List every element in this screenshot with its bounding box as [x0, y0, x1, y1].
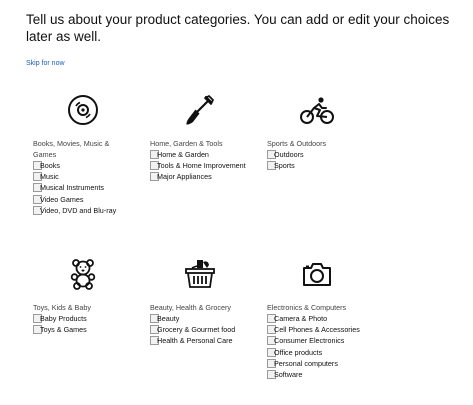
category-title: Home, Garden & Tools: [150, 139, 223, 148]
grocery-basket-icon: [183, 258, 217, 290]
option-label: Major Appliances: [157, 172, 212, 182]
option-label: Tools & Home Improvement: [157, 161, 246, 171]
teddy-bear-icon: [67, 258, 99, 290]
option-label: Home & Garden: [157, 150, 209, 160]
checkbox-beauty[interactable]: [150, 313, 235, 324]
checkbox-office-products[interactable]: [267, 347, 360, 358]
category-title: Sports & Outdoors: [267, 139, 327, 148]
camera-icon: [301, 260, 333, 288]
checkbox-books[interactable]: [33, 160, 116, 171]
checkbox-toys-games[interactable]: [33, 324, 87, 335]
checkbox-grocery-gourmet-food[interactable]: [150, 324, 235, 335]
checkbox-video-games[interactable]: [33, 194, 116, 205]
option-label: Software: [274, 370, 303, 380]
checkbox-personal-computers[interactable]: [267, 358, 360, 369]
checkbox-outdoors[interactable]: [267, 149, 304, 160]
checkbox-musical-instruments[interactable]: [33, 182, 116, 193]
checkbox-baby-products[interactable]: [33, 313, 87, 324]
checkbox-home-garden[interactable]: [150, 149, 246, 160]
option-label: Toys & Games: [40, 325, 87, 335]
option-label: Video, DVD and Blu-ray: [40, 205, 117, 215]
checkbox-video-dvd-bluray[interactable]: [33, 205, 116, 216]
skip-for-now-link[interactable]: Skip for now: [26, 60, 65, 67]
category-title: Electronics & Computers: [267, 303, 347, 312]
checkbox-tools-home-improvement[interactable]: [150, 160, 246, 171]
option-label: Cell Phones & Accessories: [274, 325, 360, 335]
option-label: Grocery & Gourmet food: [157, 325, 236, 335]
option-label: Consumer Electronics: [274, 336, 345, 346]
option-label: Baby Products: [40, 314, 87, 324]
cyclist-icon: [300, 96, 334, 126]
page-title: Tell us about your product categories. You can add or edit your choices later as well.: [26, 12, 450, 44]
checkbox-sports[interactable]: [267, 160, 304, 171]
option-label: Camera & Photo: [274, 314, 328, 324]
option-label: Musical Instruments: [40, 183, 104, 193]
option-label: Health & Personal Care: [157, 336, 233, 346]
option-label: Music: [40, 172, 59, 182]
checkbox-music[interactable]: [33, 171, 116, 182]
option-label: Video Games: [40, 194, 84, 204]
shovel-icon: [183, 94, 215, 128]
option-label: Office products: [274, 347, 323, 357]
option-label: Beauty: [157, 314, 180, 324]
category-title: Books, Movies, Music & Games: [33, 139, 110, 159]
checkbox-major-appliances[interactable]: [150, 171, 246, 182]
checkbox-camera-photo[interactable]: [267, 313, 360, 324]
option-label: Outdoors: [274, 150, 304, 160]
checkbox-cell-phones-accessories[interactable]: [267, 324, 360, 335]
option-label: Sports: [274, 161, 295, 171]
checkbox-software[interactable]: [267, 369, 360, 380]
option-label: Books: [40, 161, 60, 171]
disc-icon: [67, 94, 99, 126]
checkbox-health-personal-care[interactable]: [150, 335, 235, 346]
option-label: Personal computers: [274, 358, 338, 368]
checkbox-consumer-electronics[interactable]: [267, 335, 360, 346]
category-title: Beauty, Health & Grocery: [150, 303, 231, 312]
category-title: Toys, Kids & Baby: [33, 303, 91, 312]
